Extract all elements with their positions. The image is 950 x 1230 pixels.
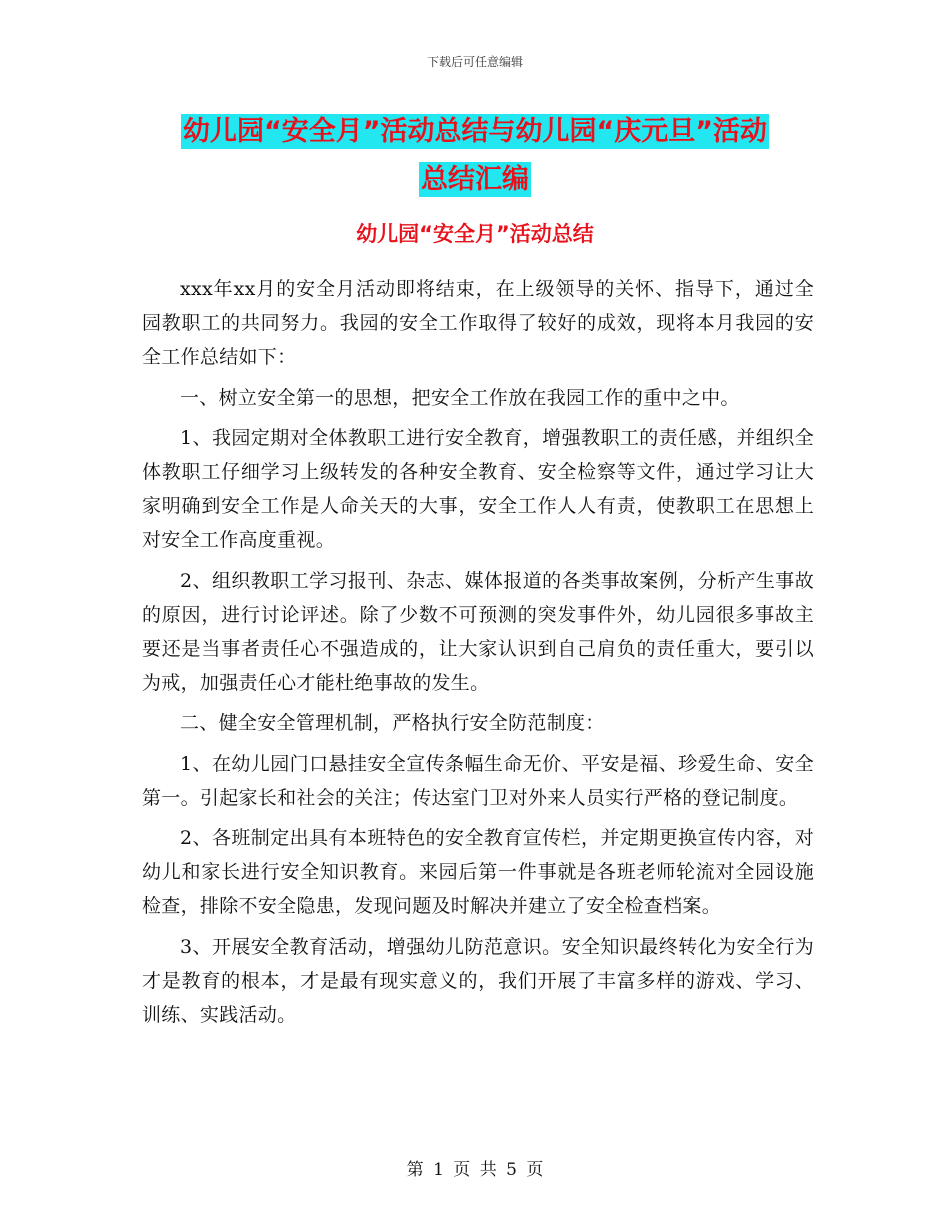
document-title-line-1: 幼儿园“安全月”活动总结与幼儿园“庆元旦”活动	[183, 116, 767, 147]
paragraph: 2、组织教职工学习报刊、杂志、媒体报道的各类事故案例，分析产生事故的原因，进行讨论评述。除了少数不可预测的突发事件外，幼儿园很多事故主要还是当事者责任心不强造成的，让大家认识到自己肩负的责任重大，要引以为戒，加强责任心才能杜绝事故的发生。	[142, 569, 814, 695]
paragraph: 2、各班制定出具有本班特色的安全教育宣传栏，并定期更换宣传内容，对幼儿和家长进行安全知识教育。来园后第一件事就是各班老师轮流对全园设施检查，排除不安全隐患，发现问题及时解决并建立了安全检查档案。	[142, 827, 814, 918]
paragraph: 1、在幼儿园门口悬挂安全宣传条幅生命无价、平安是福、珍爱生命、安全第一。引起家长和社会的关注；传达室门卫对外来人员实行严格的登记制度。	[142, 752, 814, 809]
document-title-line-2: 总结汇编	[421, 164, 529, 195]
body-text	[142, 272, 814, 1032]
paragraph: 二、健全安全管理机制，严格执行安全防范制度：	[180, 712, 605, 735]
header-note: 下载后可任意编辑	[426, 55, 523, 69]
paragraph: 一、树立安全第一的思想，把安全工作放在我园工作的重中之中。	[180, 386, 740, 409]
page-footer: 第 1 页 共 5 页	[406, 1160, 544, 1180]
paragraph: xxx年xx月的安全月活动即将结束，在上级领导的关怀、指导下，通过全园教职工的共同努力。我园的安全工作取得了较好的成效，现将本月我园的安全工作总结如下：	[142, 278, 814, 369]
document-title	[0, 108, 950, 204]
paragraph: 1、我园定期对全体教职工进行安全教育，增强教职工的责任感，并组织全体教职工仔细学习上级转发的各种安全教育、安全检察等文件，通过学习让大家明确到安全工作是人命关天的大事，安全工作人人有责，使教职工在思想上对安全工作高度重视。	[142, 426, 814, 552]
section-title: 幼儿园“安全月”活动总结	[356, 222, 594, 246]
paragraph: 3、开展安全教育活动，增强幼儿防范意识。安全知识最终转化为安全行为才是教育的根本，才是最有现实意义的，我们开展了丰富多样的游戏、学习、训练、实践活动。	[142, 935, 814, 1027]
